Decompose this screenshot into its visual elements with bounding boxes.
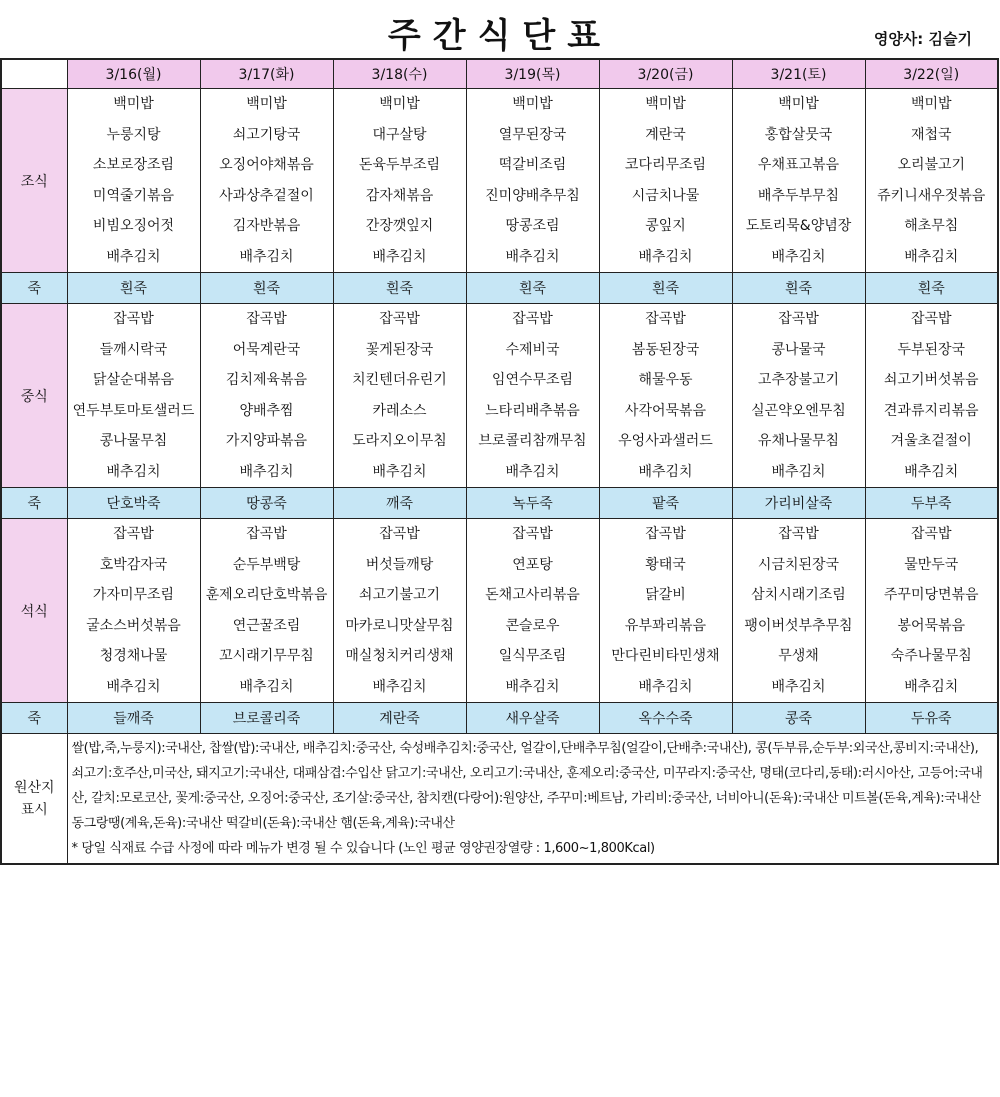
menu-item: 연포탕 <box>512 556 553 573</box>
menu-item: 잡곡밥 <box>113 526 154 542</box>
menu-item: 배추김치 <box>638 678 693 695</box>
menu-item: 김자반볶음 <box>232 218 301 234</box>
nutritionist-label: 영양사: 김슬기 <box>873 30 972 48</box>
menu-item: 겨울초겉절이 <box>890 433 972 449</box>
menu-item: 버섯들깨탕 <box>365 556 434 573</box>
menu-item: 배추김치 <box>505 248 560 265</box>
menu-item: 돈채고사리볶음 <box>485 587 580 603</box>
menu-item: 재첩국 <box>910 126 952 143</box>
menu-item: 매실청치커리생채 <box>345 648 454 664</box>
menu-item: 감자채볶음 <box>365 187 434 204</box>
origin-label-line2: 표시 <box>20 801 48 818</box>
menu-item: 연근꿀조림 <box>232 617 301 634</box>
menu-cell <box>67 89 200 273</box>
menu-item: 가지양파볶음 <box>225 433 308 449</box>
menu-cell <box>200 304 333 488</box>
menu-cell <box>865 89 998 273</box>
menu-item: 배추김치 <box>904 678 959 695</box>
menu-item: 꼬시래기무무침 <box>219 648 314 664</box>
menu-cell <box>333 89 466 273</box>
menu-item: 배추김치 <box>239 463 294 480</box>
menu-item: 느타리배추볶음 <box>485 402 580 419</box>
day-header: 3/20(금) <box>599 59 732 89</box>
porridge-cell: 흰죽 <box>865 273 998 304</box>
menu-item: 사각어묵볶음 <box>624 402 707 419</box>
porridge-row <box>1 273 998 304</box>
menu-item: 비빔오징어젓 <box>92 218 175 234</box>
menu-item: 해초무침 <box>904 218 959 234</box>
porridge-row <box>1 488 998 519</box>
menu-cell <box>599 89 732 273</box>
page-title: 주간식단표 <box>387 16 613 56</box>
menu-item: 잡곡밥 <box>645 526 686 542</box>
menu-item: 시금치된장국 <box>757 556 840 573</box>
menu-item: 유채나물무침 <box>757 433 840 449</box>
menu-item: 황태국 <box>645 556 686 573</box>
menu-item: 배추김치 <box>239 678 294 695</box>
day-header: 3/17(화) <box>200 59 333 89</box>
porridge-cell: 흰죽 <box>67 273 200 304</box>
menu-item: 사과상추겉절이 <box>219 187 314 204</box>
menu-item: 봄동된장국 <box>631 341 700 358</box>
menu-item: 배추김치 <box>505 463 560 480</box>
menu-item: 계란국 <box>645 126 686 143</box>
porridge-cell: 단호박죽 <box>67 488 200 519</box>
porridge-cell: 두유죽 <box>865 703 998 734</box>
menu-item: 잡곡밥 <box>379 311 420 327</box>
menu-item: 백미밥 <box>778 96 819 112</box>
day-header: 3/18(수) <box>333 59 466 89</box>
menu-cell <box>865 519 998 703</box>
menu-item: 배추김치 <box>771 248 826 265</box>
meal-row <box>1 89 998 273</box>
menu-cell <box>333 304 466 488</box>
header-corner <box>1 59 67 89</box>
menu-item: 카레소스 <box>372 402 427 419</box>
menu-item: 진미양배추무침 <box>485 187 580 204</box>
porridge-cell: 흰죽 <box>200 273 333 304</box>
menu-item: 마카로니맛살무침 <box>345 617 454 634</box>
menu-item: 잡곡밥 <box>910 311 952 327</box>
menu-item: 잡곡밥 <box>645 311 686 327</box>
menu-item: 잡곡밥 <box>246 526 287 542</box>
menu-item: 삼치시래기조림 <box>751 587 846 603</box>
menu-item: 배추김치 <box>638 248 693 265</box>
menu-item: 배추김치 <box>372 463 427 480</box>
porridge-row <box>1 703 998 734</box>
origin-label <box>1 734 67 865</box>
menu-item: 잡곡밥 <box>512 311 553 327</box>
porridge-cell: 녹두죽 <box>466 488 599 519</box>
porridge-cell: 깨죽 <box>333 488 466 519</box>
origin-text: 쌀(밥,죽,누룽지):국내산, 찹쌀(밥):국내산, 배추김치:중국산, 숙성배추김치:중국산, 얼갈이,단배추무침(얼갈이,단배추:국내산), 콩(두부류,순두부:외국산,콩비지:국내산), 쇠고기:호주산,미국산, 돼지고기:국내산, 대패삼겹:수입산 닭고기:국내산, 오리고기:국내산, 훈제오리:중국산, 미꾸라지:중국산, 명태(코다리,동태):러시아산, 고등어:국내산, 갈치:모로코산, 꽃게:중국산, 오징어:중국산, 조기살:중국산, 참치캔(다랑어):원양산, 주꾸미:베트남, 가리비:중국산, 너비아니(돈육):국내산 미트볼(돈육,계육):국내산 동그랑땡(계육,돈육):국내산 떡갈비(돈육):국내산 햄(돈육,계육):국내산 <box>71 741 983 831</box>
menu-item: 고추장불고기 <box>757 372 840 388</box>
menu-item: 콩나물국 <box>771 341 826 358</box>
menu-cell <box>599 304 732 488</box>
meal-row <box>1 304 998 488</box>
menu-item: 순두부백탕 <box>232 556 301 573</box>
menu-item: 잡곡밥 <box>512 526 553 542</box>
menu-item: 잡곡밥 <box>778 311 819 327</box>
menu-item: 도라지오이무침 <box>352 433 447 449</box>
menu-item: 배추김치 <box>372 248 427 265</box>
menu-item: 배추김치 <box>505 678 560 695</box>
menu-cell <box>732 304 865 488</box>
menu-item: 간장깻잎지 <box>365 218 434 234</box>
menu-item: 잡곡밥 <box>778 526 819 542</box>
menu-item: 만다린비타민생채 <box>611 648 720 664</box>
menu-item: 쇠고기불고기 <box>358 587 441 603</box>
menu-item: 훈제오리단호박볶음 <box>205 587 328 603</box>
menu-item: 유부꽈리볶음 <box>624 617 707 634</box>
menu-item: 돈육두부조림 <box>358 157 441 173</box>
menu-item: 브로콜리참깨무침 <box>478 433 587 449</box>
meal-label: 석식 <box>1 519 67 703</box>
meal-label: 조식 <box>1 89 67 273</box>
menu-item: 떡갈비조림 <box>498 157 567 173</box>
menu-item: 무생채 <box>778 648 819 664</box>
porridge-cell: 흰죽 <box>732 273 865 304</box>
menu-cell <box>200 89 333 273</box>
menu-item: 실곤약오엔무침 <box>751 402 846 419</box>
menu-item: 콩나물무침 <box>99 433 168 449</box>
porridge-cell: 새우살죽 <box>466 703 599 734</box>
menu-item: 배추김치 <box>771 463 826 480</box>
menu-item: 콘슬로우 <box>505 617 560 634</box>
day-header: 3/16(월) <box>67 59 200 89</box>
weekly-menu-table <box>0 58 999 865</box>
porridge-label: 죽 <box>1 273 67 304</box>
menu-item: 열무된장국 <box>498 126 567 143</box>
menu-item: 백미밥 <box>113 96 154 112</box>
menu-item: 잡곡밥 <box>113 311 154 327</box>
menu-item: 백미밥 <box>512 96 553 112</box>
porridge-cell: 계란죽 <box>333 703 466 734</box>
menu-cell <box>466 304 599 488</box>
menu-item: 배추김치 <box>904 463 959 480</box>
porridge-cell: 흰죽 <box>599 273 732 304</box>
menu-item: 도토리묵&양념장 <box>745 218 852 234</box>
menu-cell <box>200 519 333 703</box>
menu-cell <box>466 89 599 273</box>
menu-item: 홍합살뭇국 <box>764 126 833 143</box>
origin-row <box>1 734 998 865</box>
menu-item: 꽃게된장국 <box>365 341 434 358</box>
meal-label: 중식 <box>1 304 67 488</box>
day-header: 3/22(일) <box>865 59 998 89</box>
origin-text-cell <box>67 734 998 865</box>
menu-item: 배추김치 <box>106 248 161 265</box>
menu-cell <box>466 519 599 703</box>
menu-cell <box>67 519 200 703</box>
porridge-cell: 두부죽 <box>865 488 998 519</box>
menu-item: 잡곡밥 <box>910 526 952 542</box>
menu-item: 양배추찜 <box>239 402 294 419</box>
menu-item: 임연수무조림 <box>491 372 574 388</box>
menu-item: 배추김치 <box>771 678 826 695</box>
menu-item: 배추김치 <box>106 463 161 480</box>
porridge-cell: 브로콜리죽 <box>200 703 333 734</box>
menu-cell <box>732 519 865 703</box>
menu-item: 누룽지탕 <box>106 126 161 143</box>
menu-item: 백미밥 <box>379 96 420 112</box>
menu-item: 소보로장조림 <box>92 157 175 173</box>
menu-item: 코다리무조림 <box>624 157 707 173</box>
menu-item: 견과류지리볶음 <box>883 402 979 419</box>
porridge-cell: 가리비살죽 <box>732 488 865 519</box>
menu-item: 닭살순대볶음 <box>92 372 175 388</box>
menu-item: 물만두국 <box>904 556 959 573</box>
menu-item: 쇠고기탕국 <box>232 126 301 143</box>
menu-cell <box>599 519 732 703</box>
menu-item: 팽이버섯부추무침 <box>744 617 853 634</box>
menu-item: 들깨시락국 <box>99 341 168 358</box>
menu-item: 잡곡밥 <box>246 311 287 327</box>
menu-item: 주꾸미당면볶음 <box>883 587 979 603</box>
menu-item: 두부된장국 <box>897 341 966 358</box>
menu-item: 콩잎지 <box>645 218 686 234</box>
day-header-row <box>1 59 998 89</box>
menu-item: 우엉사과샐러드 <box>618 433 713 449</box>
menu-item: 백미밥 <box>645 96 686 112</box>
menu-item: 해물우동 <box>638 372 693 388</box>
menu-item: 오리불고기 <box>897 157 966 173</box>
day-header: 3/19(목) <box>466 59 599 89</box>
menu-item: 닭갈비 <box>645 587 686 603</box>
menu-item: 봉어묵볶음 <box>897 617 966 634</box>
menu-cell <box>732 89 865 273</box>
menu-cell <box>67 304 200 488</box>
menu-item: 백미밥 <box>246 96 287 112</box>
menu-item: 시금치나물 <box>631 187 700 204</box>
porridge-cell: 흰죽 <box>333 273 466 304</box>
menu-item: 미역줄기볶음 <box>92 187 175 204</box>
menu-item: 수제비국 <box>505 341 560 358</box>
menu-item: 김치제육볶음 <box>225 372 308 388</box>
menu-item: 호박감자국 <box>99 556 168 573</box>
menu-item: 잡곡밥 <box>379 526 420 542</box>
menu-item: 청경채나물 <box>99 648 168 664</box>
porridge-cell: 흰죽 <box>466 273 599 304</box>
porridge-cell: 콩죽 <box>732 703 865 734</box>
meal-row <box>1 519 998 703</box>
menu-item: 쥬키니새우젓볶음 <box>877 187 986 204</box>
menu-item: 오징어야채볶음 <box>219 157 314 173</box>
menu-item: 배추김치 <box>106 678 161 695</box>
menu-item: 쇠고기버섯볶음 <box>883 372 979 388</box>
menu-item: 일식무조림 <box>498 648 567 664</box>
day-header: 3/21(토) <box>732 59 865 89</box>
origin-label-line1: 원산지 <box>13 779 55 796</box>
menu-item: 대구살탕 <box>372 126 427 143</box>
menu-item: 어묵계란국 <box>232 341 301 358</box>
menu-item: 굴소스버섯볶음 <box>86 617 181 634</box>
menu-item: 배추김치 <box>904 248 959 265</box>
menu-cell <box>865 304 998 488</box>
menu-item: 땅콩조림 <box>505 218 560 234</box>
menu-item: 가자미무조림 <box>92 587 175 603</box>
menu-item: 백미밥 <box>910 96 952 112</box>
menu-item: 치킨텐더유린기 <box>352 372 447 388</box>
menu-item: 우채표고볶음 <box>757 157 840 173</box>
menu-item: 배추김치 <box>239 248 294 265</box>
porridge-cell: 팥죽 <box>599 488 732 519</box>
porridge-label: 죽 <box>1 488 67 519</box>
menu-item: 배추김치 <box>372 678 427 695</box>
porridge-cell: 옥수수죽 <box>599 703 732 734</box>
menu-cell <box>333 519 466 703</box>
menu-item: 연두부토마토샐러드 <box>72 402 195 419</box>
menu-item: 숙주나물무침 <box>890 648 972 664</box>
porridge-cell: 땅콩죽 <box>200 488 333 519</box>
menu-item: 배추김치 <box>638 463 693 480</box>
menu-item: 배추두부무침 <box>757 187 840 204</box>
porridge-label: 죽 <box>1 703 67 734</box>
porridge-cell: 들깨죽 <box>67 703 200 734</box>
origin-note: * 당일 식재료 수급 사정에 따라 메뉴가 변경 될 수 있습니다 (노인 평균 영양권장열량 : 1,600~1,800Kcal) <box>71 841 655 856</box>
